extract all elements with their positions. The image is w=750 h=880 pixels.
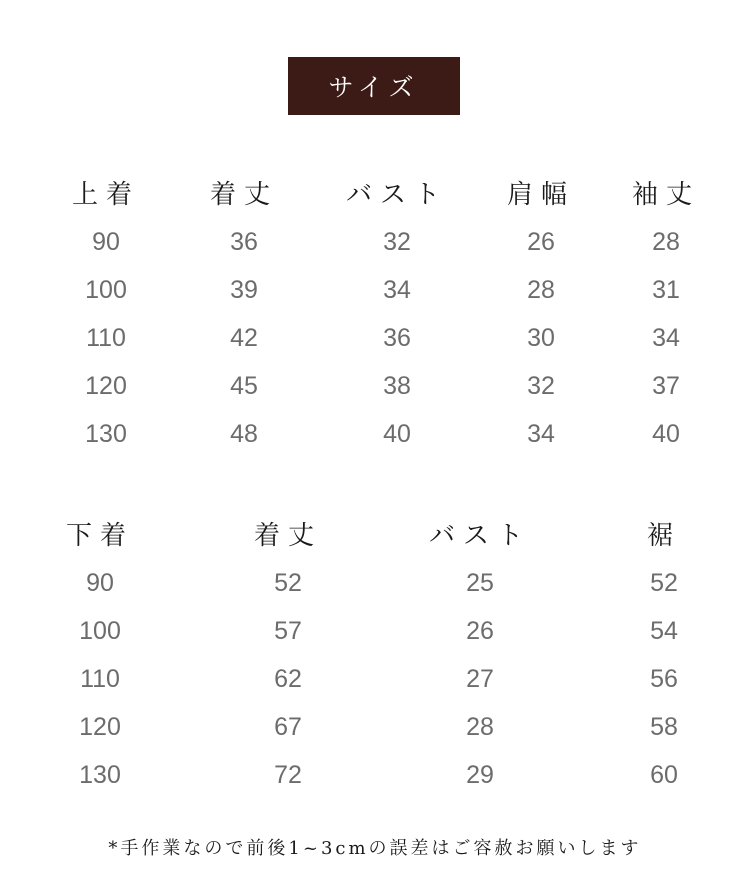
table-cell: 27 xyxy=(466,665,494,693)
table-cell: 28 xyxy=(527,276,555,304)
table-cell: 30 xyxy=(527,324,555,352)
column-header: 着丈 xyxy=(209,180,279,210)
table-cell: 130 xyxy=(79,761,121,789)
table-cell: 25 xyxy=(466,569,494,597)
table-cell: 57 xyxy=(274,617,302,645)
table-cell: 72 xyxy=(274,761,302,789)
column-header: 上着 xyxy=(71,180,141,210)
column-header: 裾 xyxy=(646,521,682,551)
table-cell: 28 xyxy=(466,713,494,741)
table-cell: 45 xyxy=(230,372,258,400)
table-cell: 58 xyxy=(650,713,678,741)
table-cell: 60 xyxy=(650,761,678,789)
table-cell: 40 xyxy=(383,420,411,448)
table-cell: 42 xyxy=(230,324,258,352)
table-cell: 52 xyxy=(650,569,678,597)
table-cell: 28 xyxy=(652,228,680,256)
table-cell: 52 xyxy=(274,569,302,597)
column-header: 下着 xyxy=(65,521,135,551)
column-header: 着丈 xyxy=(253,521,323,551)
table-cell: 32 xyxy=(527,372,555,400)
table-cell: 34 xyxy=(527,420,555,448)
table-cell: 34 xyxy=(383,276,411,304)
table-cell: 56 xyxy=(650,665,678,693)
column-header: バスト xyxy=(345,180,449,210)
table-cell: 34 xyxy=(652,324,680,352)
table-cell: 26 xyxy=(527,228,555,256)
size-title-box xyxy=(288,57,460,115)
table-cell: 90 xyxy=(92,228,120,256)
table-cell: 48 xyxy=(230,420,258,448)
table-cell: 90 xyxy=(86,569,114,597)
table-cell: 29 xyxy=(466,761,494,789)
table-cell: 32 xyxy=(383,228,411,256)
table-cell: 67 xyxy=(274,713,302,741)
table-cell: 26 xyxy=(466,617,494,645)
table-cell: 62 xyxy=(274,665,302,693)
table-cell: 130 xyxy=(85,420,127,448)
table-cell: 100 xyxy=(79,617,121,645)
table-cell: 110 xyxy=(80,665,120,693)
table-cell: 120 xyxy=(85,372,127,400)
table-cell: 38 xyxy=(383,372,411,400)
table-cell: 39 xyxy=(230,276,258,304)
table-cell: 36 xyxy=(230,228,258,256)
table-cell: 40 xyxy=(652,420,680,448)
tolerance-note: *手作業なので前後1~3cmの誤差はご容赦お願いします xyxy=(108,838,642,859)
column-header: バスト xyxy=(428,521,532,551)
column-header: 袖丈 xyxy=(631,180,701,210)
table-cell: 37 xyxy=(652,372,680,400)
table-cell: 54 xyxy=(650,617,678,645)
size-title: サイズ xyxy=(328,73,420,102)
table-cell: 36 xyxy=(383,324,411,352)
table-cell: 100 xyxy=(85,276,127,304)
table-cell: 31 xyxy=(652,276,680,304)
table-cell: 120 xyxy=(79,713,121,741)
table-cell: 110 xyxy=(86,324,126,352)
column-header: 肩幅 xyxy=(506,180,576,210)
